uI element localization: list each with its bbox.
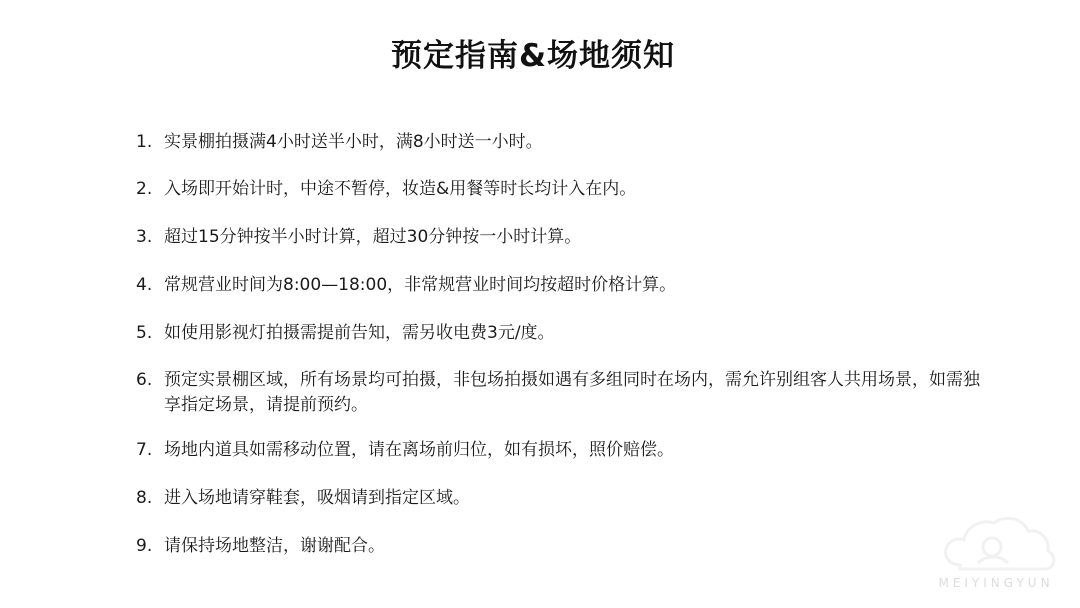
rule-number: 4. — [136, 275, 153, 295]
rule-number: 6. — [136, 370, 153, 390]
rule-number: 1. — [136, 132, 153, 152]
rule-text: 预定实景棚区域，所有场景均可拍摄，非包场拍摄如遇有多组同时在场内，需允许别组客人共用场景，如需独享指定场景，请提前预约。 — [164, 370, 980, 415]
rule-text: 场地内道具如需移动位置，请在离场前归位，如有损坏，照价赔偿。 — [164, 440, 674, 460]
rule-item-7 — [136, 438, 996, 463]
rule-number: 3. — [136, 227, 153, 247]
cloud-logo-icon — [930, 505, 1080, 608]
rule-item-8 — [136, 486, 996, 511]
rule-text: 进入场地请穿鞋套，吸烟请到指定区域。 — [164, 488, 470, 508]
rule-text: 如使用影视灯拍摄需提前告知，需另收电费3元/度。 — [164, 323, 555, 343]
rule-number: 7. — [136, 440, 153, 460]
rule-text: 实景棚拍摄满4小时送半小时，满8小时送一小时。 — [164, 132, 543, 152]
rule-item-2 — [136, 177, 996, 202]
rule-number: 9. — [136, 536, 153, 556]
watermark-text: MEIYINGYUN — [938, 576, 1054, 590]
rule-item-1 — [136, 130, 996, 155]
rule-number: 8. — [136, 488, 153, 508]
rule-text: 入场即开始计时，中途不暂停，妆造&用餐等时长均计入在内。 — [164, 179, 637, 199]
rule-text: 请保持场地整洁，谢谢配合。 — [164, 536, 385, 556]
rule-item-3 — [136, 225, 996, 250]
rule-item-9 — [136, 534, 996, 559]
rule-number: 2. — [136, 179, 153, 199]
rule-number: 5. — [136, 323, 153, 343]
rule-item-6 — [136, 368, 996, 418]
rule-text: 常规营业时间为8:00—18:00，非常规营业时间均按超时价格计算。 — [164, 275, 677, 295]
rule-item-5 — [136, 321, 996, 346]
rule-item-4 — [136, 273, 996, 298]
page-title: 预定指南&场地须知 — [390, 38, 676, 74]
rule-text: 超过15分钟按半小时计算，超过30分钟按一小时计算。 — [164, 227, 582, 247]
